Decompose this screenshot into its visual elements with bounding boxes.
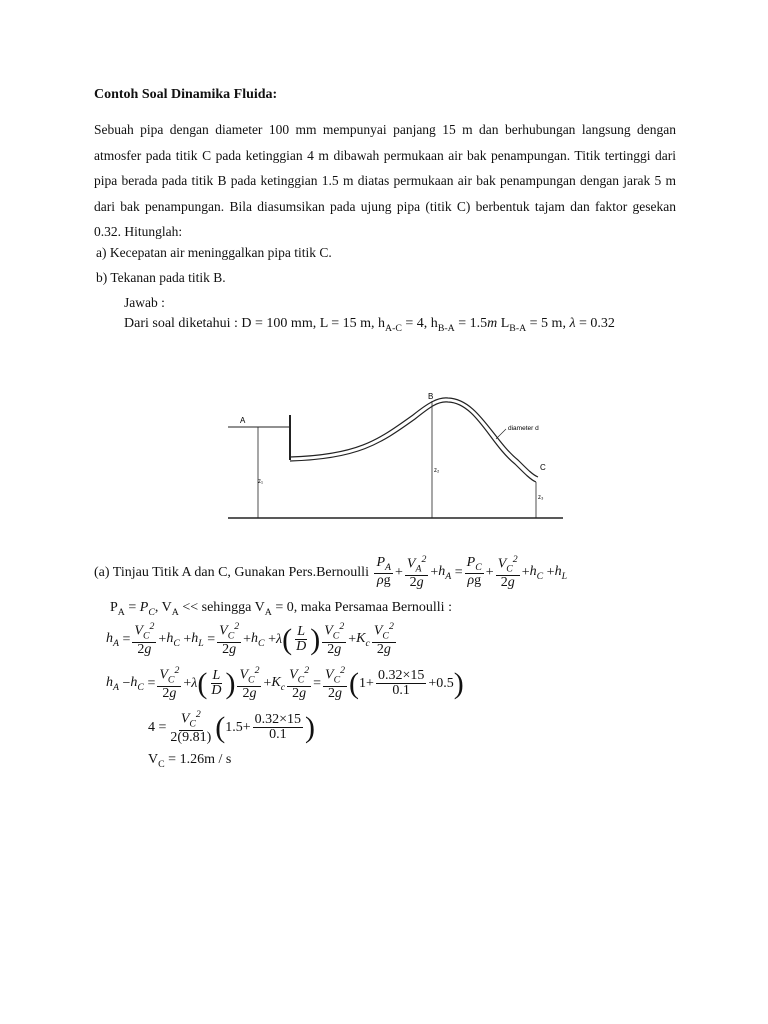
label-b: B (428, 392, 434, 401)
z3-label: z₃ (538, 495, 544, 501)
assumption-word: sehingga (201, 600, 252, 615)
label-c: C (540, 463, 546, 472)
equation-2: $h_A$ − $h_C$ = $\frac{V_C^2}{2g}$ + λ ( $\frac{L}{D}$ ) $\frac{V_C^2}{2g}$ + $K_c$ $\frac{V_C^2}{2g}$ = $\frac{V_C^2}{2g}$ ( 1+ $\frac{0.32\times 15}{0.1}$ +0.5 ) (106, 665, 464, 701)
pipe-label: diameter d (508, 425, 539, 432)
equation-1: $h_A$ = $\frac{V_C^2}{2g}$ + $h_C$ + $h_L$ = $\frac{V_C^2}{2g}$ + $h_C$ + λ ( $\frac{L}{D}$ ) $\frac{V_C^2}{2g}$ + $K_c$ $\frac{V_C^2}{2g}$ (106, 621, 394, 657)
z1-label: z₁ (258, 479, 264, 485)
document-title: Contoh Soal Dinamika Fluida: (94, 87, 278, 102)
given-values: Dari soal diketahui : D = 100 mm, L = 15 m, $h_{A-C} = 4$, $h_{B-A} = 1.5m$ $L_{B-A} = 5$ m, λ = 0.32 (124, 316, 615, 334)
pipe-diagram (228, 385, 568, 530)
z2-label: z₂ (434, 468, 440, 474)
pipe-label-leader (496, 429, 506, 439)
assumption-line: $P_A = P_C$, $V_A$ << sehingga $V_A = 0$, maka Persamaa Bernoulli : (110, 600, 452, 618)
result-symbol: V (148, 752, 159, 767)
intro-text: (a) Tinjau Titik A dan C, Gunakan Pers.Bernoulli (94, 564, 369, 580)
label-a: A (240, 416, 246, 425)
result-value: = 1.26m / s (168, 752, 232, 767)
problem-statement: Sebuah pipa dengan diameter 100 mm mempunyai panjang 15 m dan berhubungan langsung dengan atmosfer pada titik C pada ketinggian 4 m dibawah permukaan air bak penampungan. Titik tertinggi dari pipa berada pada titik B pada ketinggian 1.5 m diatas permukaan air bak penampungan dengan jarak 5 m dari bak penampungan. Bila diasumsikan pada ujung pipa (titik C) berbentuk tajam dan faktor gesekan 0.32. Hitunglah: (94, 122, 676, 239)
given-prefix: Dari soal diketahui : (124, 316, 242, 331)
result-line: $V_C = 1.26m / s$ (148, 752, 232, 770)
assumption-tail: , maka Persamaa Bernoulli : (293, 600, 452, 615)
bernoulli-intro: (a) Tinjau Titik A dan C, Gunakan Pers.Bernoulli $\frac{P_A}{\rho g}$ + $\frac{V_A^2}{2g}$ + $h_A$ = $\frac{P_C}{\rho g}$ + $\frac{V_C^2}{2g}$ + $h_C$ + $h_L$ (94, 554, 568, 590)
pipe-line-lower (290, 402, 536, 482)
question-b: b) Tekanan pada titik B. (96, 270, 226, 285)
answer-label: Jawab : (124, 295, 165, 310)
question-a: a) Kecepatan air meninggalkan pipa titik C. (96, 245, 332, 260)
equation-3: 4 = $\frac{V_C^2}{2(9.81)}$ ( 1.5+ $\frac{0.32\times 15}{0.1}$ ) (148, 709, 316, 745)
pipe-line-upper (290, 398, 538, 477)
